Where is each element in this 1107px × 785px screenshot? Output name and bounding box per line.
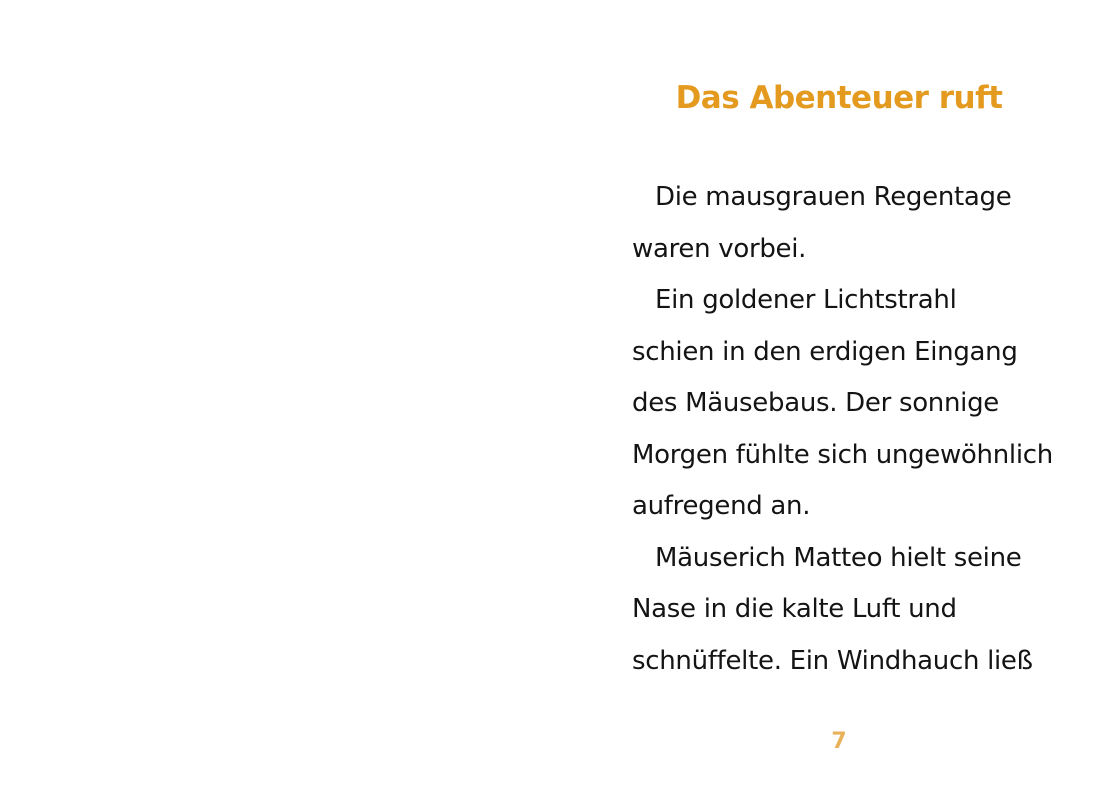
- left-page-blank: [0, 0, 553, 785]
- text-line: Die mausgrauen Regentage: [655, 182, 1012, 212]
- body-text: [632, 172, 1092, 687]
- text-line: schien in den erdigen Eingang: [632, 336, 1018, 367]
- text-line: waren vorbei.: [632, 233, 807, 264]
- chapter-title: Das Abenteuer ruft: [675, 80, 1003, 116]
- text-line: aufregend an.: [632, 491, 811, 521]
- right-page: [553, 0, 1107, 785]
- text-line: Morgen fühlte sich ungewöhnlich: [632, 439, 1053, 470]
- text-line: Ein goldener Lichtstrahl: [655, 285, 957, 315]
- page-number: 7: [831, 729, 847, 754]
- text-line: Mäuserich Matteo hielt seine: [655, 542, 1022, 573]
- text-line: des Mäusebaus. Der sonnige: [632, 388, 999, 418]
- text-line: schnüffelte. Ein Windhauch ließ: [632, 645, 1033, 676]
- text-line: Nase in die kalte Luft und: [632, 594, 957, 624]
